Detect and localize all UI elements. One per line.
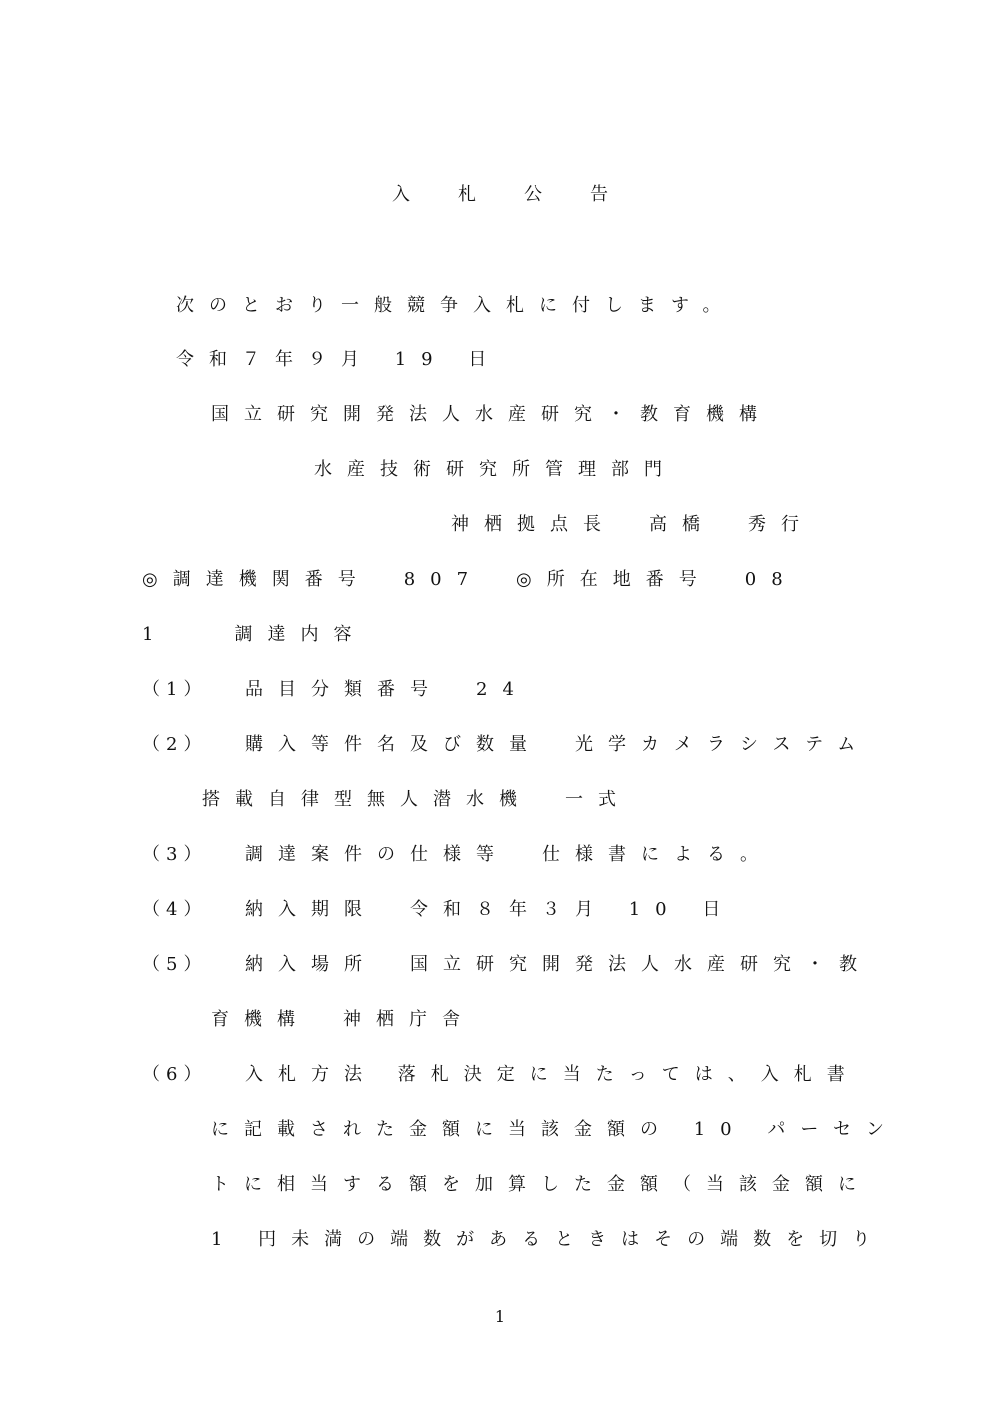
item-continuation: 1 円未満の端数があるときはその端数を切り [211, 1229, 886, 1250]
section-heading: 1 調達内容 [142, 624, 367, 645]
item-label: （1） [142, 679, 208, 700]
procurement-codes: ◎調達機関番号 807 ◎所在地番号 08 [142, 569, 798, 590]
item-text: 品目分類番号 24 [245, 679, 529, 700]
intro-text: 次のとおり一般競争入札に付します。 [176, 295, 736, 316]
item-label: （4） [142, 899, 208, 920]
item-label: （2） [142, 734, 208, 755]
page-number: 1 [494, 1307, 506, 1326]
item-label: （3） [142, 844, 208, 865]
item-continuation: 搭載自律型無人潜水機 一式 [202, 789, 631, 810]
item-label: （5） [142, 954, 208, 975]
issuer-organization: 国立研究開発法人水産研究・教育機構 [211, 404, 772, 425]
item-text: 納入期限 令和８年３月 10 日 [245, 899, 736, 920]
item-text: 納入場所 国立研究開発法人水産研究・教 [245, 954, 872, 975]
item-continuation: に記載された金額に当該金額の 10 パーセン [211, 1119, 899, 1140]
item-text: 入札方法 落札決定に当たっては、入札書 [245, 1064, 860, 1085]
page-title: 入札公告 [392, 184, 656, 205]
item-label: （6） [142, 1064, 208, 1085]
notice-date: 令和７年９月 19 日 [176, 349, 502, 370]
issuer-official: 神栖拠点長 高橋 秀行 [451, 514, 814, 535]
issuer-department: 水産技術研究所管理部門 [314, 459, 677, 480]
item-continuation: トに相当する額を加算した金額（当該金額に [211, 1174, 871, 1195]
item-text: 購入等件名及び数量 光学カメラシステム [245, 734, 871, 755]
item-text: 調達案件の仕様等 仕様書による。 [245, 844, 773, 865]
item-continuation: 育機構 神栖庁舎 [211, 1009, 475, 1030]
